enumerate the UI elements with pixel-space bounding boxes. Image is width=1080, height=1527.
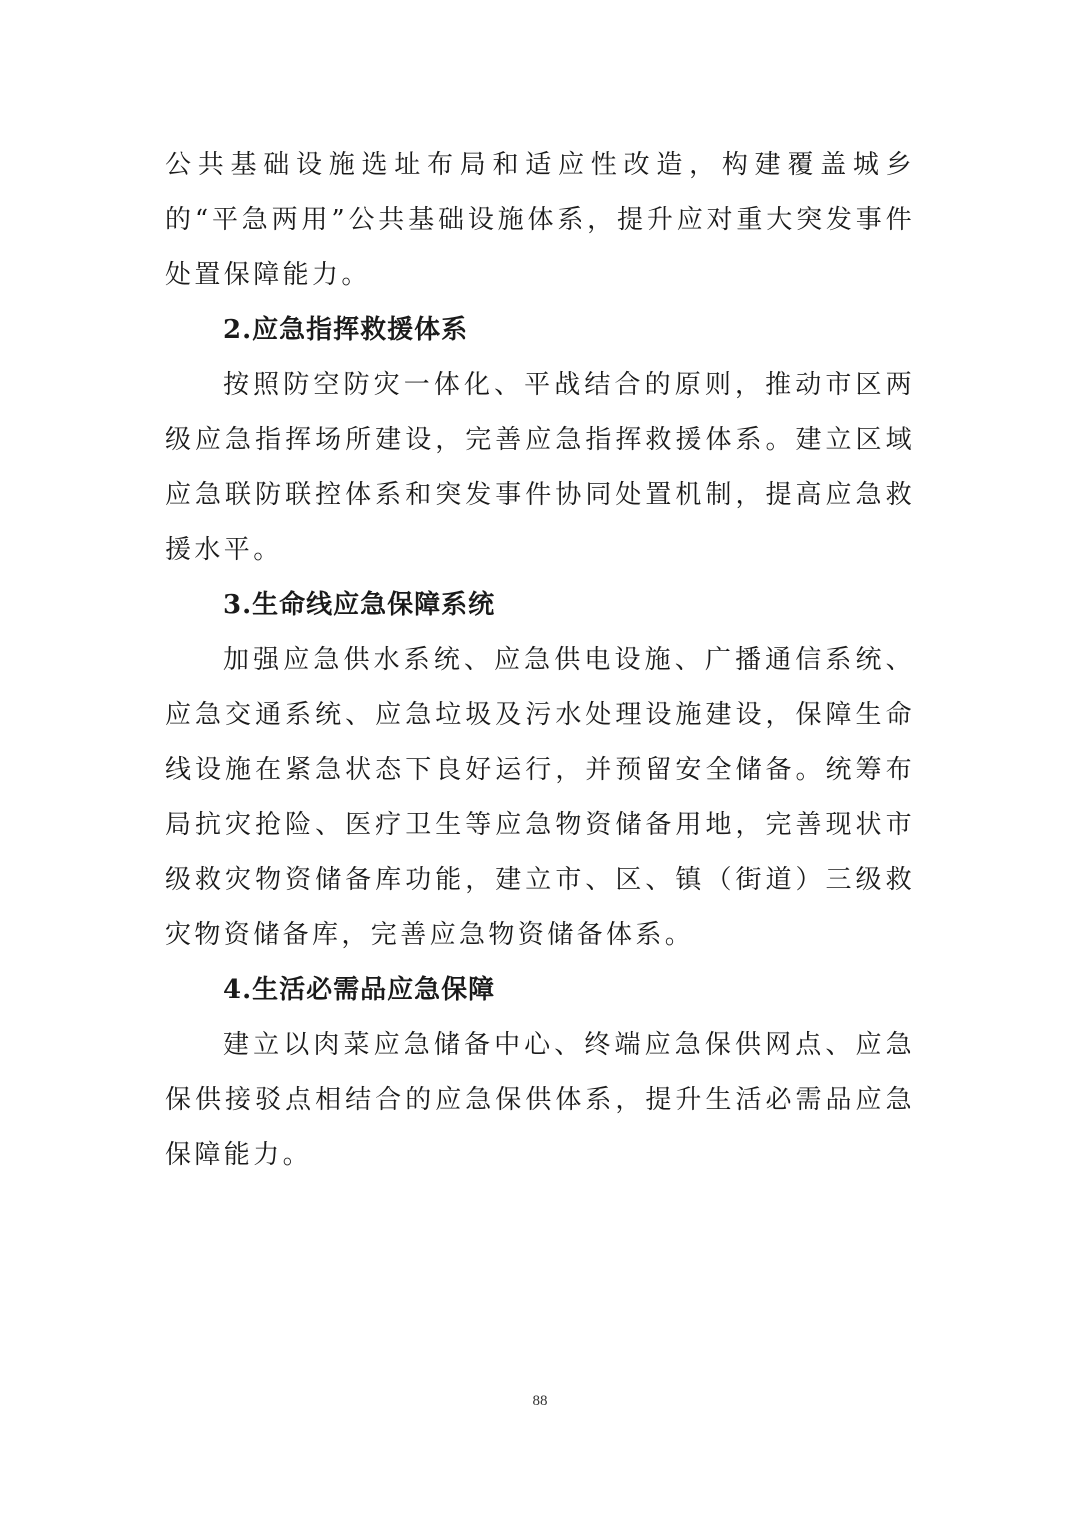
section-heading-daily-necessities: 4.生活必需品应急保障 <box>223 975 496 1005</box>
section-heading-lifeline-system: 3.生命线应急保障系统 <box>223 590 496 620</box>
paragraph-continuation: 公共基础设施选址布局和适应性改造，构建覆盖城乡的“平急两用”公共基础设施体系，提升应对重大突发事件处置保障能力。 <box>165 150 915 290</box>
section-heading-emergency-command: 2.应急指挥救援体系 <box>223 315 469 345</box>
page-content <box>165 138 915 1183</box>
paragraph-lifeline-system: 加强应急供水系统、应急供电设施、广播通信系统、应急交通系统、应急垃圾及污水处理设施建设，保障生命线设施在紧急状态下良好运行，并预留安全储备。统筹布局抗灾抢险、医疗卫生等应急物资储备用地，完善现状市级救灾物资储备库功能，建立市、区、镇（街道）三级救灾物资储备库，完善应急物资储备体系。 <box>165 645 915 950</box>
page-number: 88 <box>532 1393 548 1409</box>
paragraph-emergency-command: 按照防空防灾一体化、平战结合的原则，推动市区两级应急指挥场所建设，完善应急指挥救援体系。建立区域应急联防联控体系和突发事件协同处置机制，提高应急救援水平。 <box>165 370 915 565</box>
paragraph-daily-necessities: 建立以肉菜应急储备中心、终端应急保供网点、应急保供接驳点相结合的应急保供体系，提升生活必需品应急保障能力。 <box>165 1030 915 1170</box>
